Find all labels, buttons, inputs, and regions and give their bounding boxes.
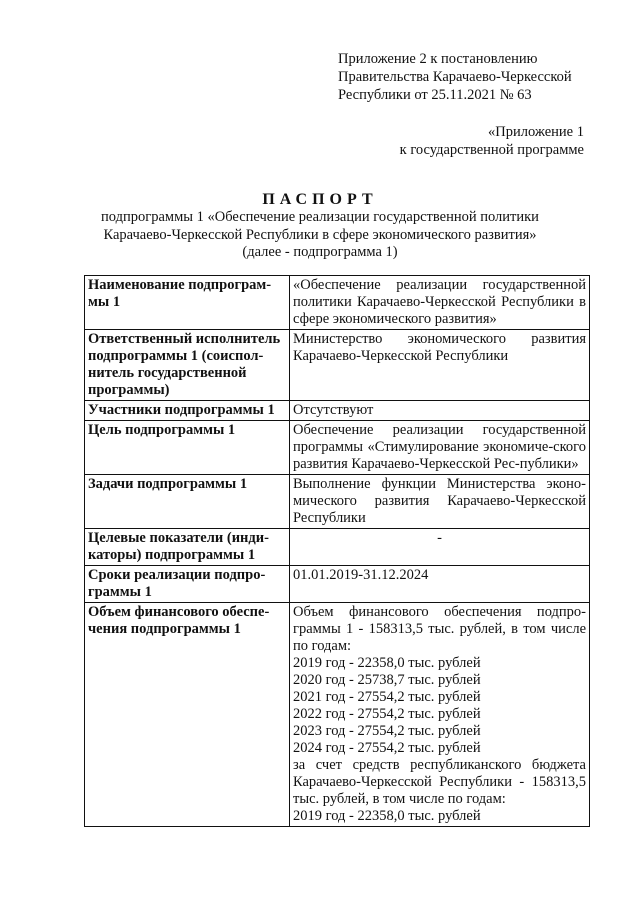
funding-line: за счет средств республиканского бюджета Карачаево-Черкесской Республики - 158313,5 тыс. рублей, в том числе по годам: (293, 757, 586, 807)
funding-line: 2023 год - 27554,2 тыс. рублей (293, 723, 481, 739)
row-key: Наименование подпрограм-мы 1 (85, 276, 290, 330)
row-key: Ответственный исполнитель подпрограммы 1 (соиспол-нитель государственной программы) (85, 330, 290, 401)
sub-attachment-line: «Приложение 1 (488, 124, 584, 140)
funding-line: Объем финансового обеспечения подпро-граммы 1 - 158313,5 тыс. рублей, в том числе по годам: (293, 604, 586, 654)
table-row (85, 529, 590, 566)
row-value: «Обеспечение реализации государственной политики Карачаево-Черкесской Республики в сфере экономического развития» (290, 276, 590, 330)
passport-table (84, 275, 590, 827)
attachment-line: Приложение 2 к постановлению (338, 51, 538, 67)
attachment-reference (338, 50, 572, 104)
subtitle-line: Карачаево-Черкесской Республики в сфере экономического развития» (103, 226, 537, 243)
document-subtitle (60, 209, 580, 262)
attachment-line: Правительства Карачаево-Черкесской (338, 69, 572, 85)
row-key: Целевые показатели (инди-каторы) подпрограммы 1 (85, 529, 290, 566)
funding-line: 2020 год - 25738,7 тыс. рублей (293, 672, 481, 688)
table-row (85, 566, 590, 603)
attachment-line: Республики от 25.11.2021 № 63 (338, 87, 532, 103)
funding-line: 2019 год - 22358,0 тыс. рублей (293, 808, 481, 824)
row-value: Министерство экономического развития Карачаево-Черкесской Республики (290, 330, 590, 401)
row-key: Сроки реализации подпро-граммы 1 (85, 566, 290, 603)
sub-attachment-line: к государственной программе (399, 142, 584, 158)
row-value: Отсутствуют (290, 401, 590, 421)
table-row (85, 401, 590, 421)
sub-attachment-reference (400, 123, 584, 159)
row-value: 01.01.2019-31.12.2024 (290, 566, 590, 603)
subtitle-line: (далее - подпрограмма 1) (242, 244, 398, 260)
row-key: Участники подпрограммы 1 (85, 401, 290, 421)
funding-line: 2021 год - 27554,2 тыс. рублей (293, 689, 481, 705)
table-row (85, 276, 590, 330)
funding-line: 2024 год - 27554,2 тыс. рублей (293, 740, 481, 756)
table-row (85, 603, 590, 827)
funding-line: 2019 год - 22358,0 тыс. рублей (293, 655, 481, 671)
table-row (85, 421, 590, 475)
row-value: Обеспечение реализации государственной программы «Стимулирование экономиче-ского развития Карачаево-Черкесской Рес-публики» (290, 421, 590, 475)
row-key: Объем финансового обеспе-чения подпрограммы 1 (85, 603, 290, 827)
row-value: - (290, 529, 590, 566)
row-value: Выполнение функции Министерства эконо-мического развития Карачаево-Черкесской Республики (290, 475, 590, 529)
funding-details (290, 603, 590, 827)
table-row (85, 475, 590, 529)
funding-line: 2022 год - 27554,2 тыс. рублей (293, 706, 481, 722)
row-key: Задачи подпрограммы 1 (85, 475, 290, 529)
subtitle-line: подпрограммы 1 «Обеспечение реализации государственной политики (101, 209, 539, 225)
row-key: Цель подпрограммы 1 (85, 421, 290, 475)
document-title: ПАСПОРТ (262, 191, 378, 208)
table-row (85, 330, 590, 401)
